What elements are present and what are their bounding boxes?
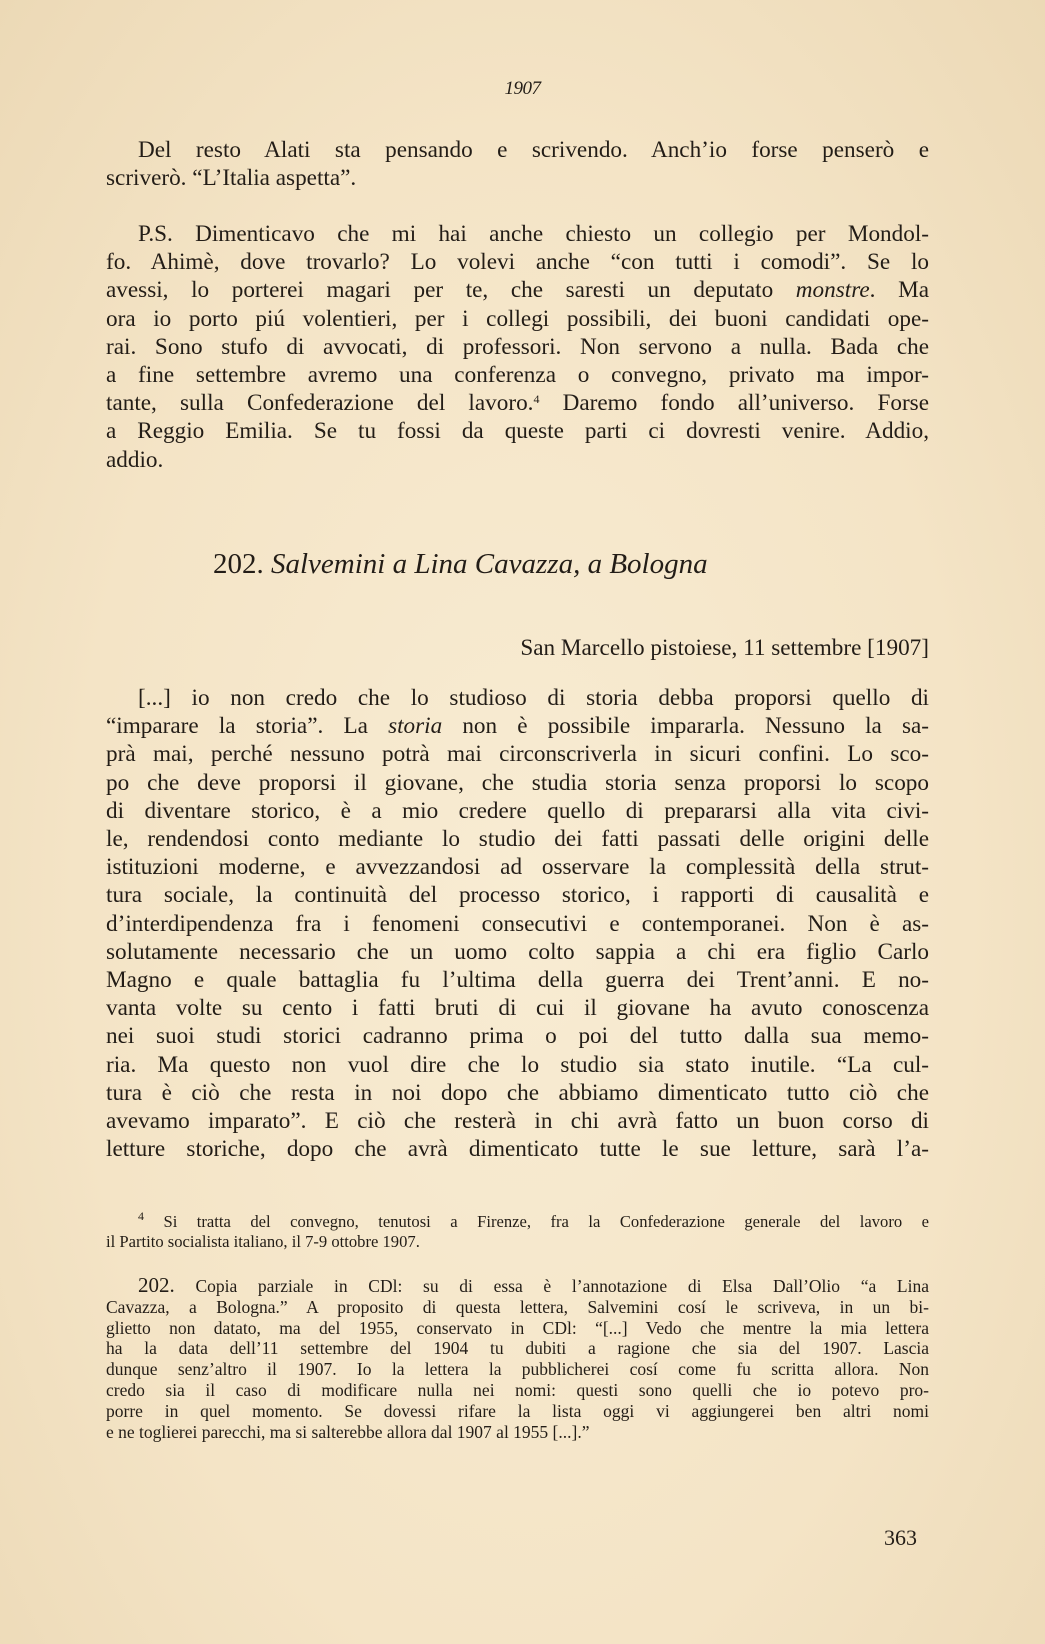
text-line: d’interdipendenza fra i fenomeni consecutivi e contemporanei. Non è as- [106, 910, 929, 937]
text-line: Cavazza, a Bologna.” A proposito di questa lettera, Salvemini cosí le scriveva, in un bi- [106, 1296, 929, 1317]
text-line: il Partito socialista italiano, il 7-9 ottobre 1907. [106, 1232, 420, 1252]
text-line: dunque senz’altro il 1907. Io la lettera la pubblicherei cosí come fu scritta allora. Non [106, 1359, 929, 1380]
text-line [106, 276, 929, 304]
text-line: a fine settembre avremo una conferenza o convegno, privato ma impor- [106, 362, 929, 389]
text-line: ora io porto piú volentieri, per i collegi possibili, dei buoni candidati ope- [106, 305, 929, 332]
footnote-marker: 4 [138, 1209, 144, 1223]
text-line: [...] io non credo che lo studioso di storia debba proporsi quello di [138, 685, 929, 711]
text-line: vanta volte su cento i fatti bruti di cui il giovane ha avuto conoscenza [106, 995, 929, 1022]
text-line: e ne toglierei parecchi, ma si salterebbe allora dal 1907 al 1955 [...].” [106, 1421, 590, 1442]
note-number: 202. [138, 1273, 175, 1297]
text-line [106, 1275, 929, 1297]
text-line: istituzioni moderne, e avvezzandosi ad osservare la complessità della strut- [106, 854, 929, 881]
text-line: porre in quel momento. Se dovessi rifare la lista oggi vi aggiungerei ben altri nomi [106, 1400, 929, 1421]
text-line: letture storiche, dopo che avrà dimenticato tutte le sue letture, sarà l’a- [106, 1136, 929, 1163]
letter-body [106, 684, 929, 1163]
text-span: Daremo fondo all’universo. Forse [539, 390, 929, 417]
paragraph-closing-remarks [106, 136, 929, 192]
text-span: avessi, lo porterei magari per te, che saresti un deputato [106, 277, 796, 304]
text-line: P.S. Dimenticavo che mi hai anche chiesto un collegio per Mondol- [138, 221, 929, 247]
text-line [106, 712, 929, 740]
text-line: addio. [106, 446, 164, 473]
text-line: ria. Ma questo non vuol dire che lo studio sia stato inutile. “La cul- [106, 1051, 929, 1078]
running-header: 1907 [504, 78, 541, 99]
text-span: “imparare la storia”. La [106, 713, 389, 740]
page-number: 363 [884, 1525, 917, 1550]
text-line: tura è ciò che resta in noi dopo che abbiamo dimenticato tutto ciò che [106, 1079, 929, 1106]
text-line [106, 389, 929, 417]
text-line: credo sia il caso di modificare nulla nei nomi: questi sono quelli che io potevo pro- [106, 1379, 929, 1400]
section-number: 202. [213, 548, 264, 580]
text-line: ha la data dell’11 settembre del 1904 tu dubiti a ragione che sia del 1907. Lascia [106, 1338, 929, 1359]
section-heading [213, 548, 708, 581]
text-line: Magno e quale battaglia fu l’ultima della guerra dei Trent’anni. E no- [106, 967, 929, 994]
text-line: po che deve proporsi il giovane, che studia storia senza proporsi lo scopo [106, 769, 929, 796]
footnote-4 [106, 1209, 929, 1252]
text-line: a Reggio Emilia. Se tu fossi da queste parti ci dovresti venire. Addio, [106, 418, 929, 445]
text-line: di diventare storico, è a mio credere quello di prepararsi alla vita civi- [106, 797, 929, 824]
text-line: glietto non datato, ma del 1955, conservato in CDl: “[...] Vedo che mentre la mia lettera [106, 1317, 929, 1338]
text-line: rai. Sono stufo di avvocati, di professori. Non servono a nulla. Bada che [106, 333, 929, 360]
text-span: non è possibile impararla. Nessuno la sa- [442, 713, 929, 740]
footnote-reference[interactable]: 4 [533, 392, 540, 407]
text-span: . Ma [869, 277, 929, 304]
text-line: fo. Ahimè, dove trovarlo? Lo volevi anche “con tutti i comodi”. Se lo [106, 249, 929, 276]
text-line: Del resto Alati sta pensando e scrivendo. Anch’io forse penserò e [138, 137, 929, 163]
text-line: prà mai, perché nessuno potrà mai circonscriverla in sicuri confini. Lo sco- [106, 741, 929, 768]
text-span: tante, sulla Confederazione del lavoro. [106, 390, 534, 417]
text-line: le, rendendosi conto mediante lo studio dei fatti passati delle origini delle [106, 826, 929, 853]
text-line: solutamente necessario che un uomo colto sappia a chi era figlio Carlo [106, 938, 929, 965]
italic-word: monstre [795, 277, 870, 304]
text-span: Si tratta del convegno, tenutosi a Firenze, fra la Confederazione generale del lavoro e [144, 1212, 929, 1231]
italic-word: storia [388, 713, 443, 740]
note-202 [106, 1275, 929, 1442]
section-title: Salvemini a Lina Cavazza, a Bologna [271, 548, 708, 580]
text-span: Copia parziale in CDl: su di essa è l’annotazione di Elsa Dall’Olio “a Lina [174, 1276, 929, 1296]
text-line [106, 1209, 929, 1232]
text-line: nei suoi studi storici cadranno prima o poi del tutto dalla sua memo- [106, 1023, 929, 1050]
text-line: scriverò. “L’Italia aspetta”. [106, 165, 357, 192]
text-line: avevamo imparato”. E ciò che resterà in chi avrà fatto un buon corso di [106, 1108, 929, 1135]
paragraph-postscript [106, 220, 929, 474]
letter-dateline: San Marcello pistoiese, 11 settembre [1907] [520, 635, 929, 661]
text-line: tura sociale, la continuità del processo storico, i rapporti di causalità e [106, 882, 929, 909]
